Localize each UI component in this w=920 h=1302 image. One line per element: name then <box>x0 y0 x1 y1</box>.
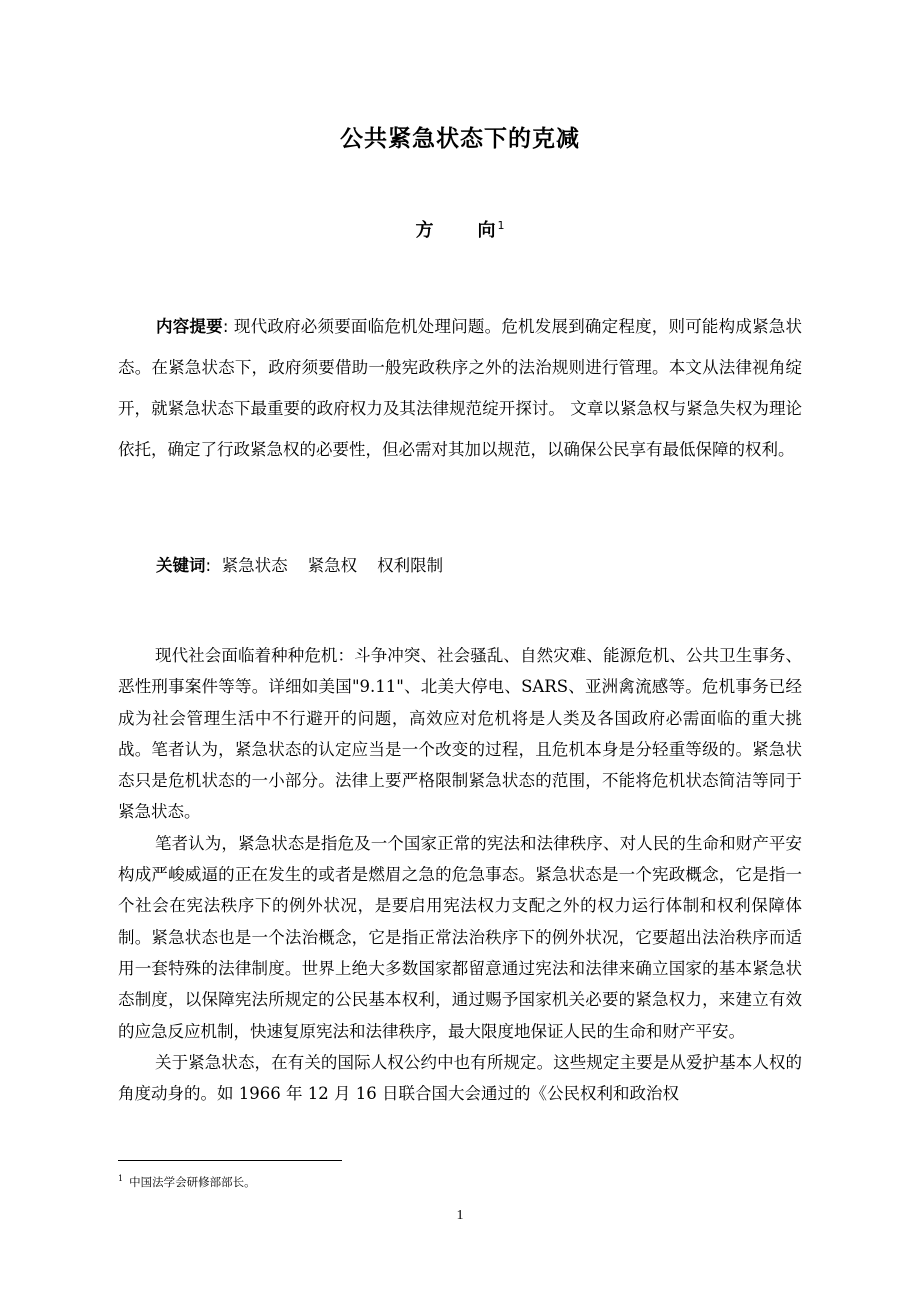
author-name-char-1: 方 <box>415 220 434 241</box>
body-paragraph: 笔者认为，紧急状态是指危及一个国家正常的宪法和法律秩序、对人民的生命和财产平安构成严峻威逼的正在发生的或者是燃眉之急的危急事态。紧急状态是一个宪政概念，它是指一个社会在宪法秩序下的例外状况，是要启用宪法权力支配之外的权力运行体制和权利保障体制。紧急状态也是一个法治概念，它是指正常法治秩序下的例外状况，它要超出法治秩序而适用一套特殊的法律制度。世界上绝大多数国家都留意通过宪法和法律来确立国家的基本紧急状态制度，以保障宪法所规定的公民基本权利，通过赐予国家机关必要的紧急权力，来建立有效的应急反应机制，快速复原宪法和法律秩序，最大限度地保证人民的生命和财产平安。 <box>118 833 802 1041</box>
abstract-text: 现代政府必须要面临危机处理问题。危机发展到确定程度，则可能构成紧急状态。在紧急状态下，政府须要借助一般宪政秩序之外的法治规则进行管理。本文从法律视角绽开，就紧急状态下最重要的政府权力及其法律规范绽开探讨。 文章以紧急权与紧急失权为理论依托，确定了行政紧急权的必要性，但必需对其加以规范，以确保公民享有最低保障的权利。 <box>118 317 803 459</box>
keywords-separator: : <box>205 556 212 575</box>
footnote-divider <box>118 1160 342 1161</box>
body-text <box>118 640 802 1109</box>
author-name-char-2: 向 <box>477 220 496 241</box>
page-number: 1 <box>456 1208 464 1223</box>
footnote <box>118 1170 802 1191</box>
author-line <box>0 216 920 242</box>
keyword-item: 紧急权 <box>307 556 358 575</box>
keyword-item: 权利限制 <box>377 556 444 575</box>
footnote-marker: 1 <box>118 1174 124 1183</box>
keywords-label: 关键词 <box>156 556 206 575</box>
keywords <box>156 548 802 584</box>
abstract-separator: : <box>222 317 229 336</box>
abstract-label: 内容提要 <box>156 317 223 336</box>
paper-title: 公共紧急状态下的克减 <box>340 126 580 152</box>
keyword-item: 紧急状态 <box>221 556 288 575</box>
body-paragraph: 现代社会面临着种种危机：斗争冲突、社会骚乱、自然灾难、能源危机、公共卫生事务、恶性刑事案件等等。详细如美国"9.11"、北美大停电、SARS、亚洲禽流感等。危机事务已经成为社会管理生活中不行避开的问题，高效应对危机将是人类及各国政府必需面临的重大挑战。笔者认为，紧急状态的认定应当是一个改变的过程，且危机本身是分轻重等级的。紧急状态只是危机状态的一小部分。法律上要严格限制紧急状态的范围，不能将危机状态简洁等同于紧急状态。 <box>118 646 802 822</box>
abstract <box>118 306 802 470</box>
author-footnote-ref: 1 <box>497 219 505 232</box>
body-paragraph: 关于紧急状态，在有关的国际人权公约中也有所规定。这些规定主要是从爱护基本人权的角度动身的。如 1966 年 12 月 16 日联合国大会通过的《公民权利和政治权 <box>118 1052 802 1104</box>
footnote-text: 中国法学会研修部部长。 <box>129 1174 256 1189</box>
